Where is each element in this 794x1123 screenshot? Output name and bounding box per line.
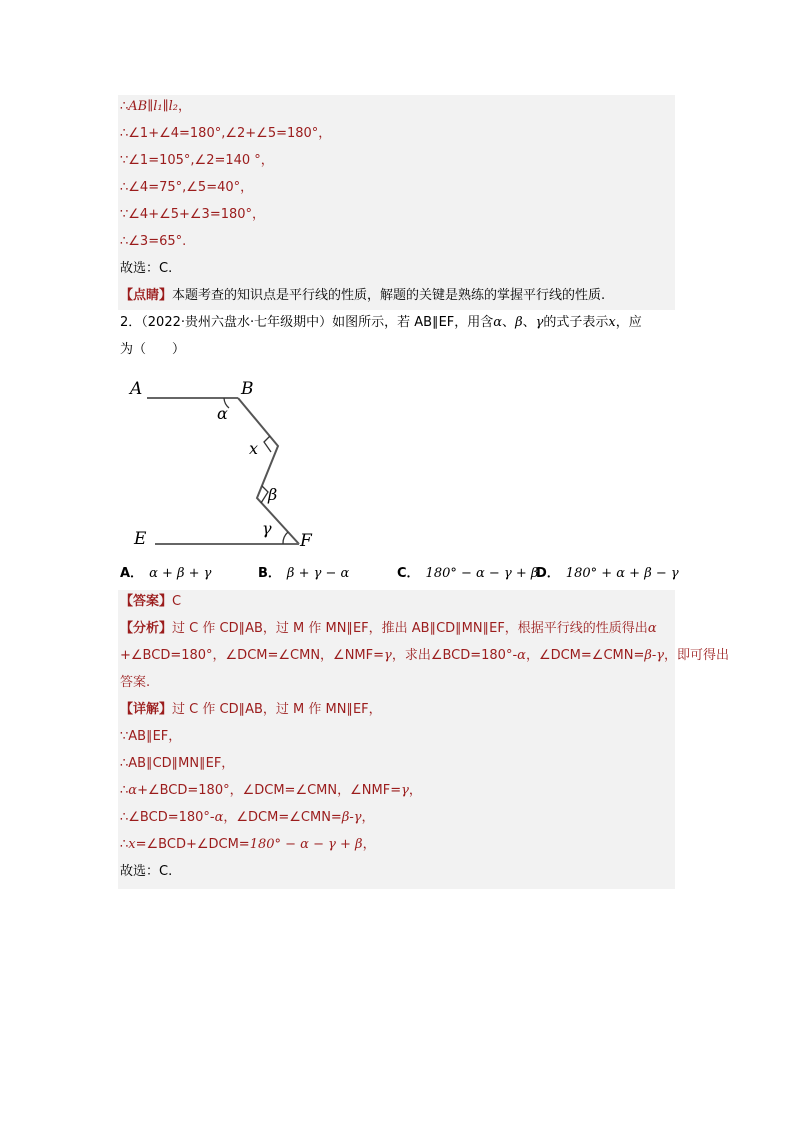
angle-label-beta: β xyxy=(268,485,278,504)
question2-line-1: 2．（2022·贵州六盘水·七年级期中）如图所示，若 AB∥EF，用含α、β、γ的式子表示x，应 xyxy=(120,315,642,330)
analysis-line-2: +∠BCD=180°，∠DCM=∠CMN，∠NMF=γ，求出∠BCD=180°-α，∠DCM=∠CMN=β-γ，即可得出 xyxy=(120,648,730,663)
answer-line: 【答案】C xyxy=(120,594,182,609)
solution1-line-2: ∴∠1+∠4=180°,∠2+∠5=180°， xyxy=(120,126,332,141)
angle-label-alpha: α xyxy=(217,404,228,423)
detail-line-3: ∴AB∥CD∥MN∥EF， xyxy=(120,756,235,771)
option-a[interactable]: A． α + β + γ xyxy=(120,566,212,581)
analysis-line-1: 【分析】过 C 作 CD∥AB，过 M 作 MN∥EF，推出 AB∥CD∥MN∥EF，根据平行线的性质得出α xyxy=(120,621,657,636)
question2-line-2: 为（ ） xyxy=(120,342,186,357)
solution1-choice: 故选：C. xyxy=(120,261,173,276)
solution1-line-1: ∴AB∥l₁∥l₂， xyxy=(120,99,191,114)
option-c[interactable]: C． 180° − α − γ + β xyxy=(397,566,539,581)
point-label-e: E xyxy=(134,529,147,549)
option-d[interactable]: D． 180° + α + β − γ xyxy=(536,566,679,581)
solution1-line-4: ∴∠4=75°,∠5=40°， xyxy=(120,180,254,195)
point-label-a: A xyxy=(130,379,143,399)
detail-line-6: ∴x=∠BCD+∠DCM=180° − α − γ + β， xyxy=(120,837,376,852)
analysis-line-3: 答案. xyxy=(120,675,151,690)
detail-line-5: ∴∠BCD=180°-α，∠DCM=∠CMN=β-γ， xyxy=(120,810,375,825)
angle-label-x: x xyxy=(249,439,259,458)
solution1-line-5: ∵∠4+∠5+∠3=180°， xyxy=(120,207,266,222)
detail-line-2: ∵AB∥EF， xyxy=(120,729,182,744)
geometry-figure xyxy=(120,372,330,552)
solution1-comment: 【点睛】本题考查的知识点是平行线的性质，解题的关键是熟练的掌握平行线的性质. xyxy=(120,288,606,303)
option-b[interactable]: B． β + γ − α xyxy=(258,566,350,581)
detail-line-4: ∴α+∠BCD=180°，∠DCM=∠CMN，∠NMF=γ， xyxy=(120,783,422,798)
angle-label-gamma: γ xyxy=(262,519,272,538)
detail-choice: 故选：C. xyxy=(120,864,173,879)
point-label-f: F xyxy=(300,531,312,551)
point-label-b: B xyxy=(241,379,254,399)
solution1-line-3: ∵∠1=105°,∠2=140 °， xyxy=(120,153,274,168)
detail-line-1: 【详解】过 C 作 CD∥AB，过 M 作 MN∥EF， xyxy=(120,702,382,717)
solution1-line-6: ∴∠3=65°. xyxy=(120,234,187,249)
